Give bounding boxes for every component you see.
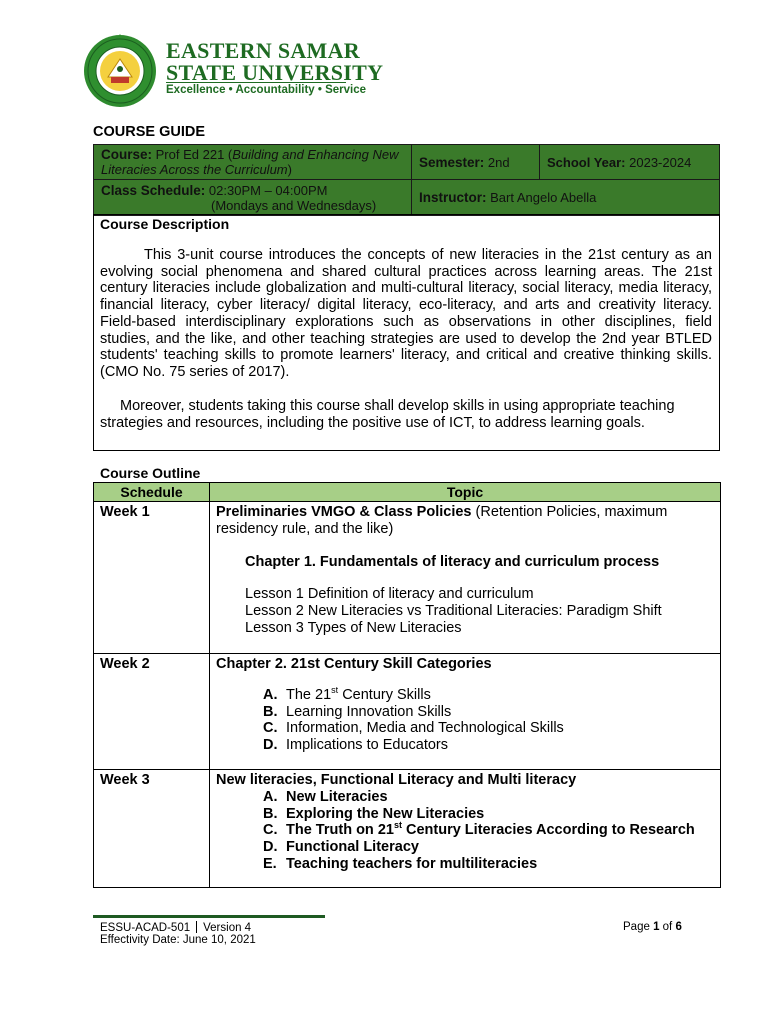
schedule-label: Class Schedule: [101, 182, 206, 198]
school-year-label: School Year: [547, 154, 626, 170]
week-3-topics [210, 770, 721, 888]
chapter-1-title: Chapter 1. Fundamentals of literacy and curriculum process [245, 553, 660, 570]
document-title: COURSE GUIDE [93, 124, 205, 140]
schedule-column-header: Schedule [94, 483, 210, 502]
instructor-value: Bart Angelo Abella [490, 190, 597, 205]
week-1-label: Week 1 [94, 502, 210, 654]
ordinal-suffix: st [331, 684, 339, 695]
item-text-end: Century Literacies According to Research [401, 822, 695, 839]
preliminaries-title: Preliminaries VMGO & Class Policies [216, 504, 472, 520]
item-text-end: Century Skills [338, 686, 431, 703]
instructor-cell [412, 180, 720, 216]
course-description-heading: Course Description [100, 216, 230, 232]
lesson-1: Lesson 1 Definition of literacy and curriculum [245, 586, 534, 603]
university-seal [80, 34, 160, 108]
table-row [94, 502, 721, 654]
item-text: Exploring the New Literacies [286, 805, 485, 822]
semester-cell [412, 145, 540, 180]
footer-effectivity-date: Effectivity Date: June 10, 2021 [100, 934, 256, 946]
course-title: Building and Enhancing New Literacies Across the Curriculum [101, 147, 399, 177]
university-name-line2: STATE UNIVERSITY [166, 60, 384, 85]
item-text: Learning Innovation Skills [286, 703, 452, 720]
item-text: Implications to Educators [286, 737, 448, 754]
preliminaries-details: (Retention Policies, maximum residency rule, and the like) [216, 504, 668, 537]
course-close: ) [287, 162, 292, 177]
week-3-label: Week 3 [94, 770, 210, 888]
instructor-label: Instructor: [419, 190, 487, 205]
schedule-cell [94, 180, 412, 216]
footer-document-code [100, 921, 251, 934]
week-3-heading: New literacies, Functional Literacy and Multi literacy [216, 772, 577, 788]
university-name [166, 40, 383, 84]
course-info-table [93, 144, 720, 216]
item-text: The Truth on 21 [286, 822, 394, 839]
footer-divider [93, 915, 325, 918]
item-letter: A. [263, 788, 278, 805]
university-name-line1: EASTERN SAMAR [166, 38, 360, 63]
item-text: The 21 [286, 686, 332, 703]
chapter-2-title: Chapter 2. 21st Century Skill Categories [216, 656, 492, 672]
page-total: 6 [675, 921, 682, 933]
item-letter: B. [263, 805, 278, 822]
course-description-text-2: Moreover, students taking this course shall develop skills in using appropriate teaching strategies and resources, including the positive use of ICT, to address learning goals. [100, 398, 675, 431]
item-text: New Literacies [286, 788, 388, 805]
page-current: 1 [653, 921, 660, 933]
document-version: Version 4 [203, 922, 252, 934]
semester-label: Semester: [419, 154, 485, 170]
item-letter: C. [263, 822, 278, 839]
list-item [216, 806, 714, 823]
list-item [216, 737, 714, 754]
item-letter: A. [263, 686, 278, 703]
schedule-time: 02:30PM – 04:00PM [208, 182, 328, 198]
schedule-info-row [94, 180, 720, 216]
course-info-row [94, 145, 720, 180]
list-item [216, 720, 714, 737]
course-outline-table [93, 482, 721, 888]
course-description-paragraph-1 [100, 247, 712, 381]
item-letter: C. [263, 720, 278, 737]
outline-header-row [94, 483, 721, 502]
university-motto: Excellence • Accountability • Service [166, 84, 367, 96]
list-item [216, 856, 714, 873]
item-letter: E. [263, 855, 277, 872]
motto-divider [166, 82, 346, 83]
list-item [216, 839, 714, 856]
week-2-topics [210, 654, 721, 770]
schedule-days: (Mondays and Wednesdays) [211, 197, 377, 213]
item-letter: B. [263, 703, 278, 720]
course-outline-heading: Course Outline [100, 465, 201, 481]
course-description-text-1: This 3-unit course introduces the concepts of new literacies in the 21st century as an evolving social phenomena and shared cultural practices across learning areas. The 21st century literacies include globalization and multi-cultural literacy, social literacy, media literacy, financial literacy, cyber literacy/ digital literacy, eco-literacy, and arts and creativity literacy. Field-based interdisciplinary explorations such as observations in other disciplines, field studies, and the like, and other teaching strategies are used to develop the 2nd year BTLED students' teaching skills to promote learners' literacy, and critical and creative thinking skills. (CMO No. 75 series of 2017). [100, 247, 712, 380]
course-label: Course: [101, 147, 153, 162]
item-text: Teaching teachers for multiliteracies [286, 855, 538, 872]
page-number [623, 921, 682, 933]
lesson-3: Lesson 3 Types of New Literacies [245, 619, 462, 636]
week-2-label: Week 2 [94, 654, 210, 770]
topic-column-header: Topic [210, 483, 721, 502]
page-of: of [659, 921, 676, 933]
table-row [94, 654, 721, 770]
document-code: ESSU-ACAD-501 [100, 922, 191, 934]
semester-value: 2nd [487, 154, 510, 170]
item-letter: D. [263, 839, 278, 856]
school-year-cell [540, 145, 720, 180]
course-description-paragraph-2 [100, 398, 712, 431]
item-text: Functional Literacy [286, 839, 419, 856]
page-prefix: Page [623, 921, 654, 933]
table-row [94, 770, 721, 888]
list-item [216, 684, 714, 704]
list-item [216, 822, 714, 839]
course-code: Prof Ed 221 ( [155, 147, 233, 162]
week-1-topics [210, 502, 721, 654]
course-cell [94, 145, 412, 180]
item-text: Information, Media and Technological Skills [286, 720, 564, 737]
school-year-value: 2023-2024 [629, 154, 692, 170]
list-item [216, 789, 714, 806]
item-letter: D. [263, 737, 278, 754]
lesson-2: Lesson 2 New Literacies vs Traditional Literacies: Paradigm Shift [245, 603, 662, 620]
week-1-preliminaries [216, 504, 714, 538]
list-item [216, 704, 714, 721]
ordinal-suffix: st [393, 820, 402, 831]
